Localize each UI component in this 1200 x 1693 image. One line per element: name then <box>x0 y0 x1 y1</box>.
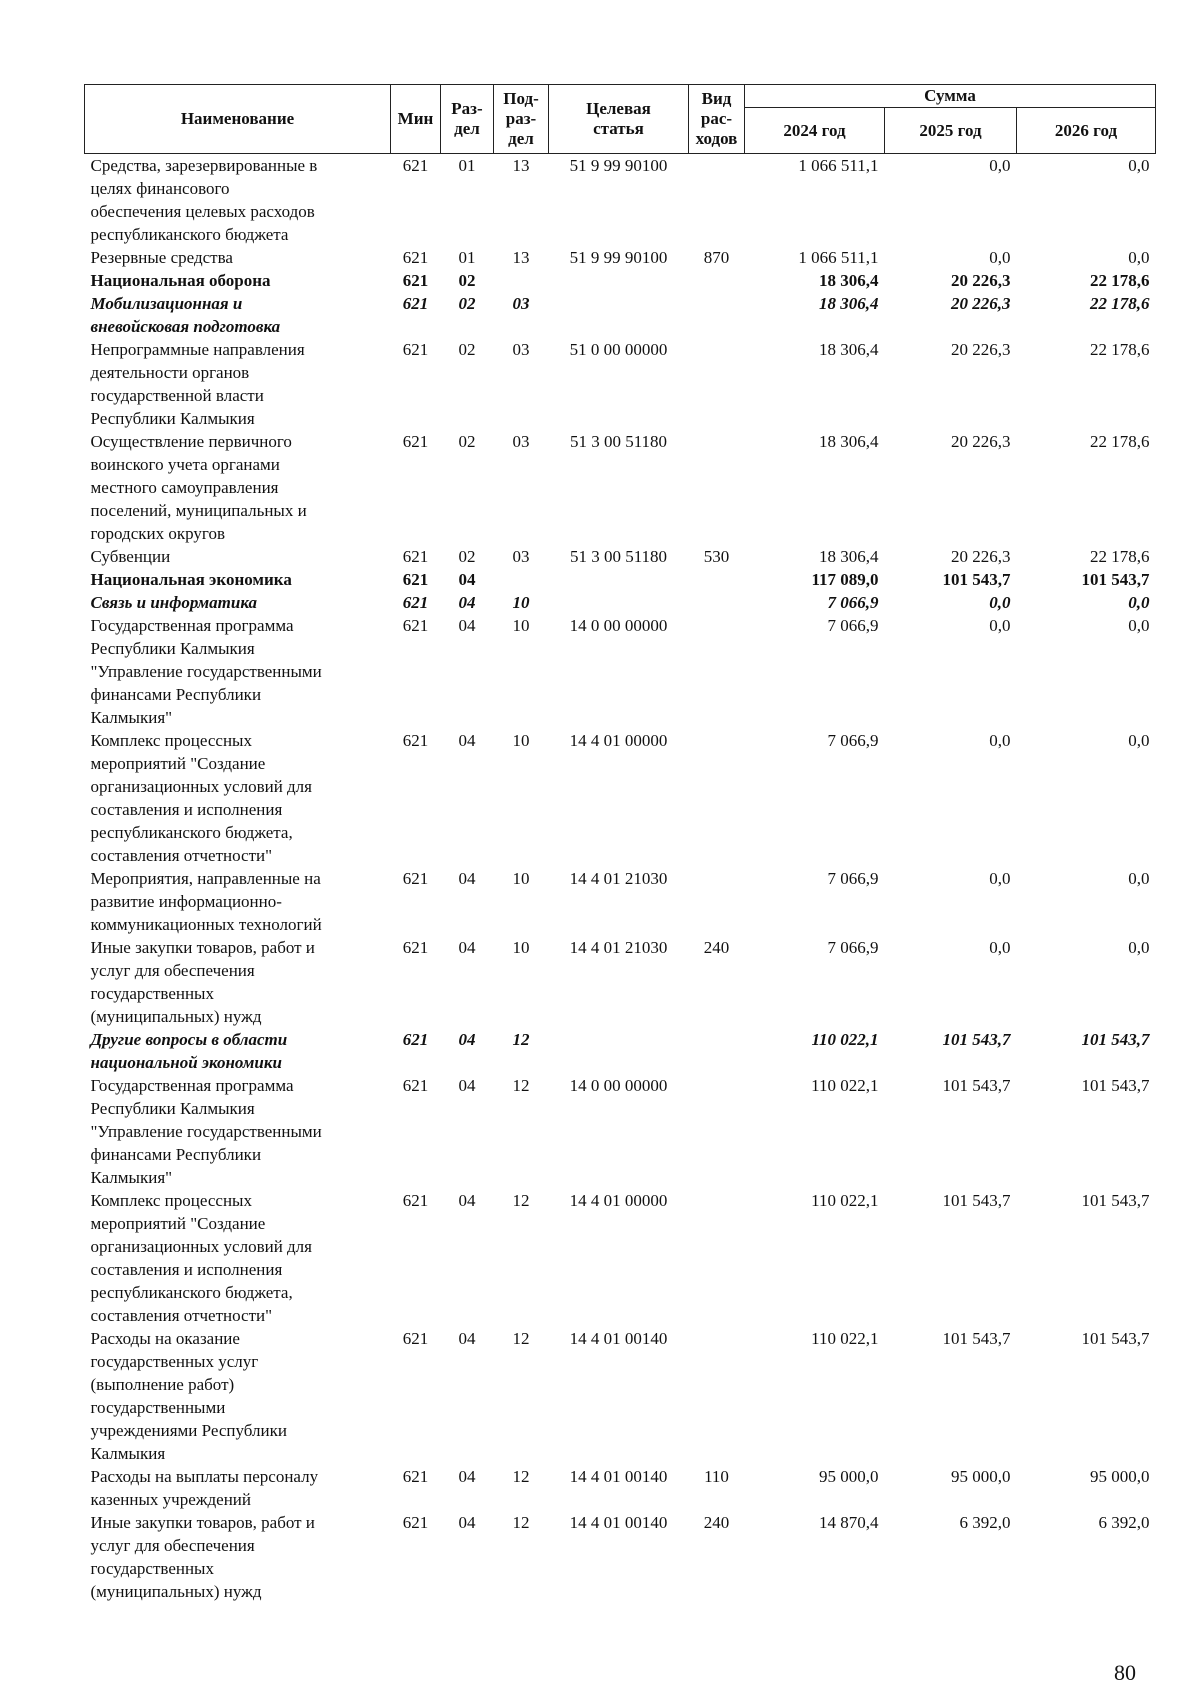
cell-sum-2024: 18 306,4 <box>819 340 879 359</box>
cell-vid <box>689 1028 745 1074</box>
cell-celevaya <box>549 1028 689 1074</box>
cell-podrazdel <box>494 568 549 591</box>
cell-razdel: 04 <box>458 1467 476 1486</box>
cell-vid: 110 <box>704 1467 729 1486</box>
cell-min: 621 <box>402 869 429 888</box>
cell-razdel: 04 <box>458 731 476 750</box>
cell-vid <box>689 292 745 338</box>
cell-name: Мобилизационная и вневойсковая подготовка <box>90 294 281 336</box>
table-row <box>85 545 1156 568</box>
cell-razdel: 02 <box>458 340 476 359</box>
cell-sum-2024: 1 066 511,1 <box>798 248 879 267</box>
table-row <box>85 292 1156 338</box>
cell-razdel: 04 <box>458 1030 476 1049</box>
cell-sum-2026: 22 178,6 <box>1090 432 1150 451</box>
table-row <box>85 1074 1156 1189</box>
cell-celevaya: 14 0 00 00000 <box>569 616 668 635</box>
cell-name: Субвенции <box>90 547 171 566</box>
cell-celevaya: 14 4 01 21030 <box>569 938 668 957</box>
table-row <box>85 338 1156 430</box>
cell-sum-2026: 101 543,7 <box>1081 570 1150 589</box>
table-row <box>85 246 1156 269</box>
cell-vid <box>689 1189 745 1327</box>
cell-sum-2024: 14 870,4 <box>819 1513 879 1532</box>
cell-sum-2025: 95 000,0 <box>951 1467 1011 1486</box>
cell-podrazdel: 12 <box>512 1191 530 1210</box>
cell-name: Мероприятия, направленные на развитие информационно- коммуникационных технологий <box>90 869 322 934</box>
cell-sum-2024: 95 000,0 <box>819 1467 879 1486</box>
table-row <box>85 1511 1156 1603</box>
cell-razdel: 02 <box>458 432 476 451</box>
cell-vid <box>689 154 745 247</box>
cell-podrazdel: 10 <box>512 593 530 612</box>
cell-podrazdel: 12 <box>512 1467 530 1486</box>
cell-podrazdel: 03 <box>512 340 530 359</box>
cell-sum-2024: 7 066,9 <box>827 616 879 635</box>
cell-celevaya <box>549 292 689 338</box>
cell-podrazdel: 13 <box>512 248 530 267</box>
cell-razdel: 04 <box>458 1329 476 1348</box>
header-year-2025: 2025 год <box>885 108 1017 154</box>
cell-podrazdel: 03 <box>512 294 530 313</box>
cell-celevaya: 51 9 99 90100 <box>569 248 668 267</box>
cell-podrazdel: 03 <box>512 547 530 566</box>
table-row <box>85 154 1156 247</box>
cell-sum-2024: 18 306,4 <box>819 294 879 313</box>
cell-sum-2025: 0,0 <box>989 616 1011 635</box>
cell-min: 621 <box>402 1467 429 1486</box>
cell-razdel: 02 <box>458 271 476 290</box>
cell-vid <box>689 614 745 729</box>
table-row <box>85 1327 1156 1465</box>
cell-razdel: 04 <box>458 1191 476 1210</box>
cell-sum-2025: 0,0 <box>989 938 1011 957</box>
cell-razdel: 01 <box>458 156 476 175</box>
table-row <box>85 1189 1156 1327</box>
cell-sum-2026: 0,0 <box>1128 593 1150 612</box>
cell-min: 621 <box>402 938 429 957</box>
cell-sum-2024: 110 022,1 <box>811 1191 879 1210</box>
cell-podrazdel: 10 <box>512 731 530 750</box>
cell-sum-2025: 20 226,3 <box>951 547 1011 566</box>
cell-name: Средства, зарезервированные в целях финансового обеспечения целевых расходов республиканского бюджета <box>90 156 318 244</box>
cell-name: Осуществление первичного воинского учета органами местного самоуправления поселений, муниципальных и городских округов <box>90 432 307 543</box>
table-row <box>85 430 1156 545</box>
cell-celevaya <box>549 591 689 614</box>
cell-sum-2026: 0,0 <box>1128 156 1150 175</box>
cell-celevaya: 14 4 01 00000 <box>569 1191 668 1210</box>
cell-sum-2026: 0,0 <box>1128 248 1150 267</box>
header-year-2024: 2024 год <box>745 108 885 154</box>
cell-min: 621 <box>402 248 429 267</box>
table-row <box>85 269 1156 292</box>
table-body <box>85 154 1156 1604</box>
header-min: Мин <box>391 85 441 154</box>
cell-vid: 870 <box>703 248 730 267</box>
cell-sum-2026: 0,0 <box>1128 731 1150 750</box>
cell-vid <box>689 568 745 591</box>
cell-min: 621 <box>402 1513 429 1532</box>
cell-min: 621 <box>402 616 429 635</box>
cell-sum-2025: 0,0 <box>989 869 1011 888</box>
cell-celevaya: 51 9 99 90100 <box>569 156 668 175</box>
cell-sum-2025: 0,0 <box>989 156 1011 175</box>
cell-name: Другие вопросы в области национальной экономики <box>90 1030 288 1072</box>
table-header <box>85 85 1156 154</box>
cell-celevaya: 14 4 01 00140 <box>569 1329 668 1348</box>
cell-podrazdel: 12 <box>512 1076 530 1095</box>
cell-razdel: 04 <box>458 593 476 612</box>
cell-vid <box>689 867 745 936</box>
cell-razdel: 02 <box>458 547 476 566</box>
cell-name: Национальная оборона <box>90 271 271 290</box>
cell-sum-2024: 117 089,0 <box>811 570 879 589</box>
table-row <box>85 867 1156 936</box>
cell-podrazdel: 10 <box>512 869 530 888</box>
cell-min: 621 <box>402 271 429 290</box>
header-summa: Сумма <box>745 85 1156 108</box>
cell-min: 621 <box>402 340 429 359</box>
table-row <box>85 729 1156 867</box>
cell-sum-2026: 22 178,6 <box>1090 547 1150 566</box>
page-number: 80 <box>1114 1660 1136 1685</box>
cell-podrazdel: 12 <box>512 1329 530 1348</box>
cell-vid <box>689 269 745 292</box>
cell-name: Государственная программа Республики Калмыкия "Управление государственными финансами Республики Калмыкия" <box>90 616 322 727</box>
table-row <box>85 591 1156 614</box>
cell-name: Расходы на оказание государственных услуг (выполнение работ) государственными учреждениями Республики Калмыкия <box>90 1329 287 1463</box>
cell-celevaya: 51 0 00 00000 <box>569 340 668 359</box>
cell-vid <box>689 430 745 545</box>
cell-vid <box>689 338 745 430</box>
cell-min: 621 <box>402 570 429 589</box>
cell-sum-2026: 101 543,7 <box>1081 1076 1150 1095</box>
cell-sum-2024: 7 066,9 <box>827 938 879 957</box>
cell-razdel: 04 <box>458 570 476 589</box>
cell-razdel: 01 <box>458 248 476 267</box>
cell-sum-2025: 20 226,3 <box>951 340 1011 359</box>
cell-sum-2024: 7 066,9 <box>827 731 879 750</box>
cell-celevaya: 14 4 01 00000 <box>569 731 668 750</box>
cell-celevaya: 51 3 00 51180 <box>569 547 668 566</box>
cell-vid: 240 <box>703 938 730 957</box>
table-row <box>85 936 1156 1028</box>
cell-podrazdel: 12 <box>512 1513 530 1532</box>
cell-sum-2024: 110 022,1 <box>811 1076 879 1095</box>
cell-razdel: 04 <box>458 869 476 888</box>
cell-podrazdel: 10 <box>512 616 530 635</box>
cell-sum-2024: 18 306,4 <box>819 547 879 566</box>
cell-sum-2024: 18 306,4 <box>819 432 879 451</box>
cell-name: Непрограммные направления деятельности органов государственной власти Республики Калмыкия <box>90 340 305 428</box>
cell-sum-2025: 0,0 <box>989 248 1011 267</box>
cell-celevaya: 14 4 01 21030 <box>569 869 668 888</box>
header-celevaya: Целевая статья <box>549 85 689 154</box>
cell-sum-2025: 101 543,7 <box>942 1329 1011 1348</box>
cell-sum-2025: 101 543,7 <box>942 1191 1011 1210</box>
cell-sum-2026: 101 543,7 <box>1081 1329 1150 1348</box>
cell-vid <box>689 591 745 614</box>
cell-razdel: 04 <box>458 938 476 957</box>
cell-sum-2026: 6 392,0 <box>1098 1513 1150 1532</box>
cell-name: Иные закупки товаров, работ и услуг для обеспечения государственных (муниципальных) нужд <box>90 938 315 1026</box>
cell-vid <box>689 729 745 867</box>
cell-sum-2026: 0,0 <box>1128 938 1150 957</box>
cell-sum-2025: 6 392,0 <box>959 1513 1011 1532</box>
cell-name: Государственная программа Республики Калмыкия "Управление государственными финансами Республики Калмыкия" <box>90 1076 322 1187</box>
cell-sum-2024: 110 022,1 <box>811 1030 879 1049</box>
cell-sum-2025: 0,0 <box>989 593 1011 612</box>
cell-sum-2025: 20 226,3 <box>951 432 1011 451</box>
cell-sum-2026: 0,0 <box>1128 616 1150 635</box>
cell-min: 621 <box>402 1076 429 1095</box>
cell-min: 621 <box>402 294 429 313</box>
budget-table <box>84 84 1156 1603</box>
cell-sum-2026: 22 178,6 <box>1090 340 1150 359</box>
cell-min: 621 <box>402 156 429 175</box>
cell-min: 621 <box>402 547 429 566</box>
cell-sum-2026: 0,0 <box>1128 869 1150 888</box>
header-vid: Вид рас- ходов <box>689 85 745 154</box>
cell-name: Комплекс процессных мероприятий "Создание организационных условий для составления и исполнения республиканского бюджета, составления отчетности" <box>90 1191 312 1325</box>
cell-sum-2025: 20 226,3 <box>951 294 1011 313</box>
cell-sum-2026: 101 543,7 <box>1081 1030 1150 1049</box>
cell-sum-2024: 110 022,1 <box>811 1329 879 1348</box>
cell-sum-2025: 101 543,7 <box>942 1030 1011 1049</box>
cell-razdel: 02 <box>458 294 476 313</box>
cell-vid: 240 <box>703 1513 730 1532</box>
cell-min: 621 <box>402 1329 429 1348</box>
cell-sum-2025: 0,0 <box>989 731 1011 750</box>
cell-podrazdel: 13 <box>512 156 530 175</box>
cell-min: 621 <box>402 432 429 451</box>
cell-name: Связь и информатика <box>90 593 258 612</box>
cell-celevaya <box>549 568 689 591</box>
cell-name: Комплекс процессных мероприятий "Создание организационных условий для составления и исполнения республиканского бюджета, составления отчетности" <box>90 731 312 865</box>
cell-min: 621 <box>402 731 429 750</box>
cell-celevaya: 14 0 00 00000 <box>569 1076 668 1095</box>
cell-sum-2024: 7 066,9 <box>827 593 879 612</box>
cell-celevaya: 14 4 01 00140 <box>569 1467 668 1486</box>
header-year-2026: 2026 год <box>1017 108 1156 154</box>
cell-sum-2024: 7 066,9 <box>827 869 879 888</box>
cell-sum-2024: 1 066 511,1 <box>798 156 879 175</box>
cell-vid <box>689 1074 745 1189</box>
cell-celevaya <box>549 269 689 292</box>
cell-min: 621 <box>402 593 429 612</box>
cell-min: 621 <box>402 1191 429 1210</box>
header-podrazdel: Под- раз- дел <box>494 85 549 154</box>
cell-sum-2025: 101 543,7 <box>942 1076 1011 1095</box>
cell-razdel: 04 <box>458 1513 476 1532</box>
header-name: Наименование <box>85 85 391 154</box>
cell-podrazdel <box>494 269 549 292</box>
cell-name: Резервные средства <box>90 248 233 267</box>
cell-podrazdel: 10 <box>512 938 530 957</box>
cell-celevaya: 14 4 01 00140 <box>569 1513 668 1532</box>
table-row <box>85 1028 1156 1074</box>
table-row <box>85 568 1156 591</box>
cell-sum-2024: 18 306,4 <box>819 271 879 290</box>
cell-razdel: 04 <box>458 1076 476 1095</box>
table-row <box>85 614 1156 729</box>
cell-sum-2026: 101 543,7 <box>1081 1191 1150 1210</box>
cell-name: Иные закупки товаров, работ и услуг для обеспечения государственных (муниципальных) нужд <box>90 1513 315 1601</box>
cell-vid: 530 <box>703 547 730 566</box>
cell-celevaya: 51 3 00 51180 <box>569 432 668 451</box>
cell-podrazdel: 03 <box>512 432 530 451</box>
cell-sum-2025: 20 226,3 <box>951 271 1011 290</box>
cell-sum-2026: 22 178,6 <box>1090 294 1150 313</box>
cell-sum-2026: 95 000,0 <box>1090 1467 1150 1486</box>
header-razdel: Раз- дел <box>441 85 494 154</box>
cell-sum-2025: 101 543,7 <box>942 570 1011 589</box>
cell-razdel: 04 <box>458 616 476 635</box>
cell-sum-2026: 22 178,6 <box>1090 271 1150 290</box>
cell-podrazdel: 12 <box>512 1030 530 1049</box>
cell-name: Расходы на выплаты персоналу казенных учреждений <box>90 1467 319 1509</box>
cell-name: Национальная экономика <box>90 570 292 589</box>
cell-vid <box>689 1327 745 1465</box>
table-row <box>85 1465 1156 1511</box>
cell-min: 621 <box>402 1030 429 1049</box>
